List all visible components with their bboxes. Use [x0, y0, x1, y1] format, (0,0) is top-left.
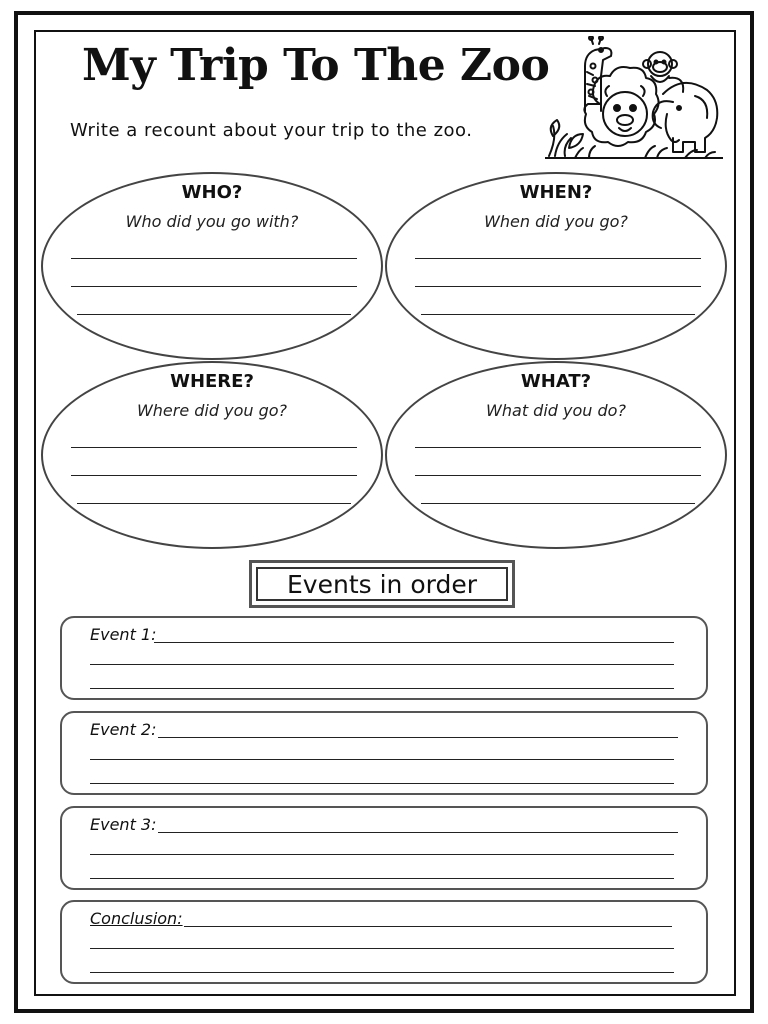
- writing-line[interactable]: [415, 475, 701, 476]
- lion-icon: [584, 67, 658, 146]
- oval-where: [41, 361, 383, 549]
- conclusion-box: [60, 900, 708, 984]
- writing-line[interactable]: [90, 972, 674, 973]
- events-heading: Events in order: [256, 567, 508, 601]
- writing-line[interactable]: [184, 926, 672, 927]
- writing-line[interactable]: [158, 737, 678, 738]
- event-label: Event 3:: [90, 815, 157, 834]
- oval-heading: WHEN?: [519, 182, 593, 203]
- oval-heading: WHERE?: [170, 371, 254, 392]
- writing-line[interactable]: [415, 286, 701, 287]
- writing-line[interactable]: [90, 878, 674, 879]
- zoo-animals-clipart-icon: [545, 36, 723, 160]
- event-label: Event 1:: [90, 625, 157, 644]
- monkey-icon: [643, 52, 683, 92]
- writing-line[interactable]: [77, 314, 351, 315]
- oval-heading: WHO?: [181, 182, 243, 203]
- oval-what: [385, 361, 727, 549]
- writing-line[interactable]: [154, 642, 674, 643]
- writing-line[interactable]: [71, 475, 357, 476]
- writing-line[interactable]: [90, 948, 674, 949]
- writing-line[interactable]: [77, 503, 351, 504]
- writing-line[interactable]: [90, 664, 674, 665]
- oval-heading: WHAT?: [520, 371, 592, 392]
- oval-question: What did you do?: [486, 401, 626, 420]
- writing-line[interactable]: [71, 447, 357, 448]
- writing-line[interactable]: [90, 688, 674, 689]
- events-heading-box: [249, 560, 515, 608]
- writing-line[interactable]: [415, 447, 701, 448]
- writing-line[interactable]: [90, 783, 674, 784]
- oval-question: Who did you go with?: [125, 212, 299, 231]
- writing-line[interactable]: [415, 258, 701, 259]
- oval-who: [41, 172, 383, 360]
- event-3-box: [60, 806, 708, 890]
- oval-question: Where did you go?: [136, 401, 288, 420]
- writing-line[interactable]: [90, 854, 674, 855]
- writing-line[interactable]: [421, 503, 695, 504]
- elephant-icon: [653, 83, 718, 152]
- writing-line[interactable]: [158, 832, 678, 833]
- event-1-box: [60, 616, 708, 700]
- conclusion-label: Conclusion:: [90, 909, 183, 928]
- writing-line[interactable]: [71, 258, 357, 259]
- event-label: Event 2:: [90, 720, 157, 739]
- oval-when: [385, 172, 727, 360]
- worksheet-instructions: Write a recount about your trip to the zoo.: [70, 120, 473, 141]
- oval-question: When did you go?: [484, 212, 628, 231]
- writing-line[interactable]: [90, 759, 674, 760]
- worksheet-title: My Trip To The Zoo: [82, 40, 550, 91]
- writing-line[interactable]: [421, 314, 695, 315]
- event-2-box: [60, 711, 708, 795]
- writing-line[interactable]: [71, 286, 357, 287]
